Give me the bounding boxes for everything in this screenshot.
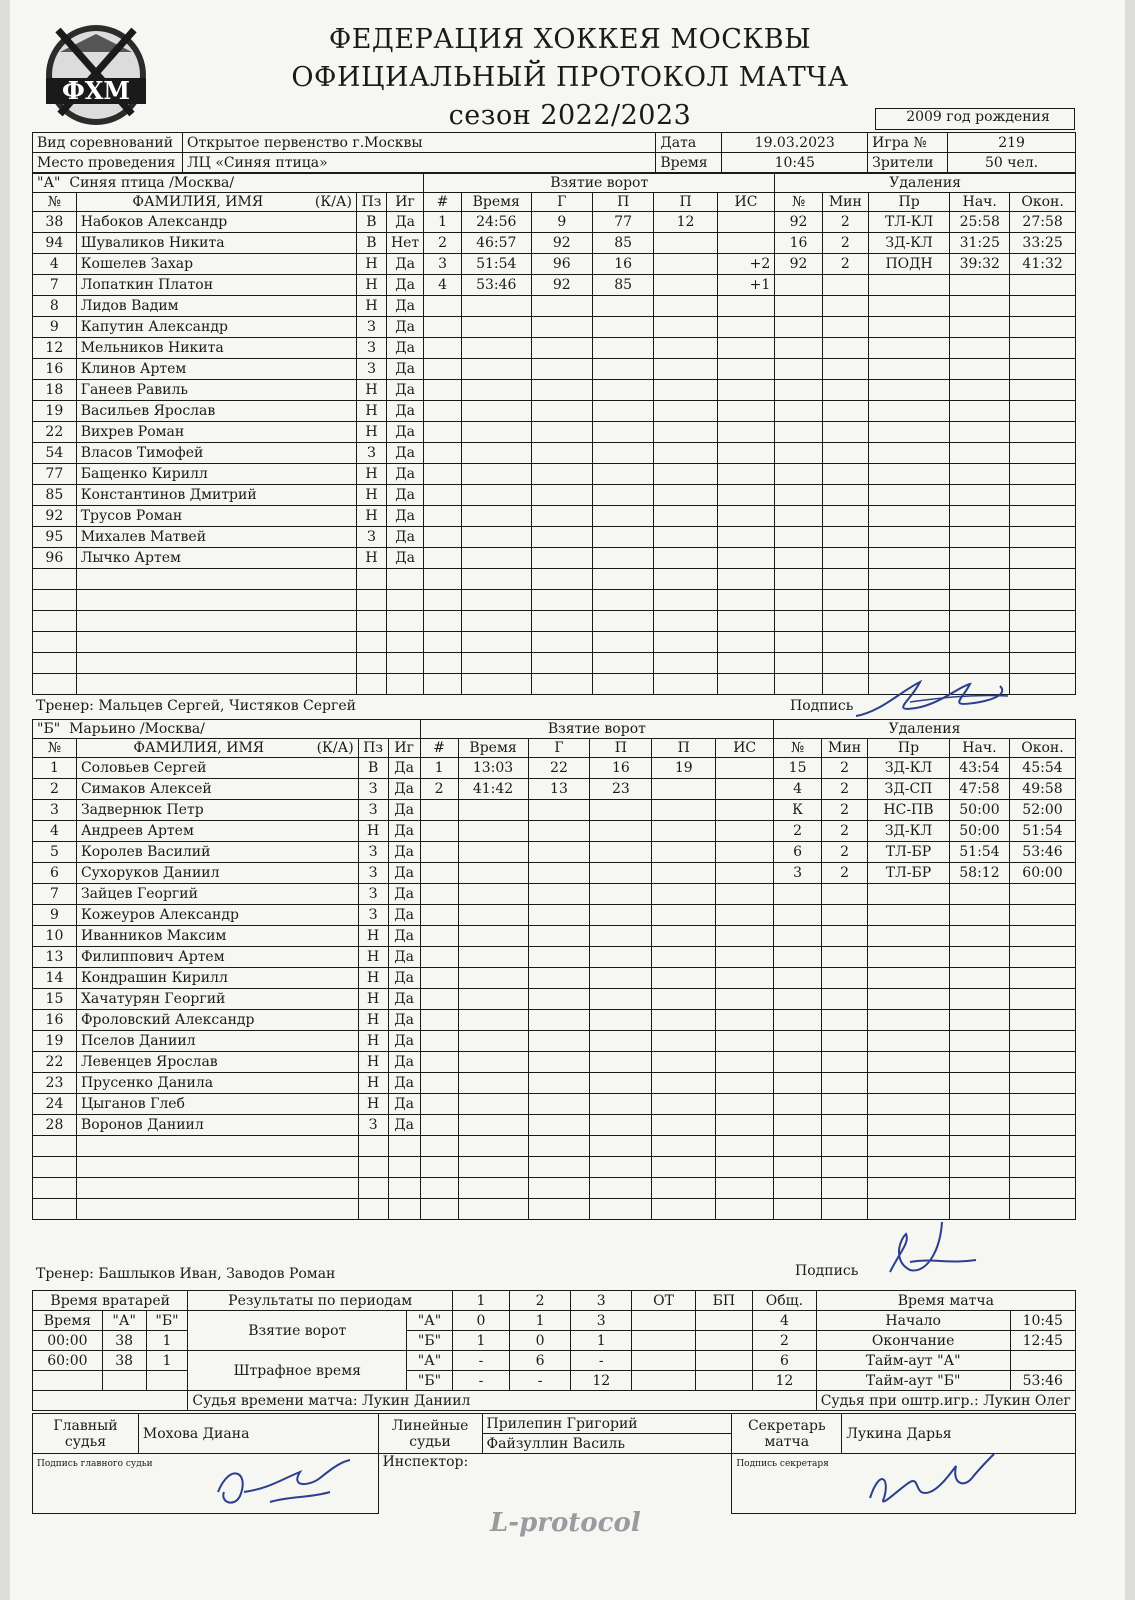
table-row: 28 Воронов Даниил З Да bbox=[33, 1115, 1076, 1136]
table-row: 77 Бащенко Кирилл Н Да bbox=[33, 464, 1076, 485]
timeout-b-time: 53:46 bbox=[1010, 1371, 1075, 1391]
main-judge-signature bbox=[210, 1452, 360, 1512]
main-judge-name: Мохова Диана bbox=[138, 1414, 378, 1454]
table-row: 85 Константинов Дмитрий Н Да bbox=[33, 485, 1076, 506]
date-value: 19.03.2023 bbox=[722, 133, 868, 153]
season-title: сезон 2022/2023 bbox=[448, 100, 692, 131]
table-row: 3 Задвернюк Петр З Да К 2 НС-ПВ 50:00 52:00 bbox=[33, 800, 1076, 821]
team-b-table: "Б" Марьино /Москва/ Взятие ворот Удаления № ФАМИЛИЯ, ИМЯ (К/А) Пз Иг # Время Г П П ИС № Мин Пр Нач. Окон. 1 Соловьев Сергей В Да 1 13:03 22 16 19 15 2 ЗД-КЛ 43:54 45:54 2 Симаков Алексей З Да 2 41:42 13 23 4 2 ЗД-СП 47:58 49:58 3 Задвернюк Петр З Да К 2 НС-ПВ 50:00 52:00 4 Андреев Артем Н Да 2 2 ЗД-КЛ 50:00 51:54 5 Королев Василий З Да 6 2 ТЛ-БР 51:54 53:46 6 Сухоруков Даниил З Да 3 2 ТЛ-БР 58:12 60:00 7 Зайцев Георгий З Да 9 Кожеуров Александр З Да 10 Иванников Максим Н Да 13 Филиппович Артем Н Да 14 Кондрашин Кирилл Н Да 15 Хачатурян Георгий Н Да 16 Фроловский Александр Н Да 19 Пселов Даниил Н Да 22 Левенцев Ярослав Н Да 23 Прусенко Данила Н Да 24 Цыганов Глеб Н Да 28 Воронов Даниил З Да bbox=[32, 719, 1076, 1220]
table-row: 12 Мельников Никита З Да bbox=[33, 338, 1076, 359]
table-row bbox=[33, 590, 1076, 611]
table-row: 5 Королев Василий З Да 6 2 ТЛ-БР 51:54 53:46 bbox=[33, 842, 1076, 863]
table-row bbox=[33, 632, 1076, 653]
secretary-label: Секретарь матча bbox=[732, 1414, 842, 1454]
time-value: 10:45 bbox=[722, 153, 868, 173]
table-row: 4 Андреев Артем Н Да 2 2 ЗД-КЛ 50:00 51:54 bbox=[33, 821, 1076, 842]
federation-title: ФЕДЕРАЦИЯ ХОККЕЯ МОСКВЫ bbox=[328, 24, 812, 55]
team-b-coach: Тренер: Башлыков Иван, Заводов Роман bbox=[36, 1266, 336, 1282]
team-b-sign-label: Подпись bbox=[795, 1263, 859, 1279]
time-judge: Судья времени матча: Лукин Даниил bbox=[188, 1391, 816, 1411]
summary-table: Время вратарей Результаты по периодам 1 2 3 ОТ БП Общ. Время матча Время "А" "Б" Взятие ворот "А" 0 1 3 4 Начало 10:45 00:00 38 1 "Б" 1 0 1 2 Окончание 12:45 60:00 38 1 Штрафное время "А" - 6 - 6 Тайм-аут "А" "Б" - - 12 12 Тайм-аут "Б" 53:46 Судья времени матча: Лукин Даниил Судья при оштр.игр.: Лукин Олег bbox=[32, 1290, 1076, 1411]
table-row bbox=[33, 653, 1076, 674]
table-row: 6 Сухоруков Даниил З Да 3 2 ТЛ-БР 58:12 60:00 bbox=[33, 863, 1076, 884]
table-row bbox=[33, 1136, 1076, 1157]
table-row bbox=[33, 1157, 1076, 1178]
table-row: 14 Кондрашин Кирилл Н Да bbox=[33, 968, 1076, 989]
table-row: 92 Трусов Роман Н Да bbox=[33, 506, 1076, 527]
table-row bbox=[33, 569, 1076, 590]
match-end: 12:45 bbox=[1010, 1331, 1075, 1351]
birth-year: 2009 год рождения bbox=[875, 108, 1075, 130]
table-row: 9 Капутин Александр З Да bbox=[33, 317, 1076, 338]
protocol-title: ОФИЦИАЛЬНЫЙ ПРОТОКОЛ МАТЧА bbox=[291, 62, 849, 93]
table-row: 22 Вихрев Роман Н Да bbox=[33, 422, 1076, 443]
table-row: 9 Кожеуров Александр З Да bbox=[33, 905, 1076, 926]
linesman-1: Прилепин Григорий bbox=[482, 1414, 732, 1434]
table-row: 4 Кошелев Захар Н Да 3 51:54 96 16 +2 92 2 ПОДН 39:32 41:32 bbox=[33, 254, 1076, 275]
protocol-sheet bbox=[10, 0, 1125, 1600]
team-a-name-cell: "А" Синяя птица /Москва/ bbox=[33, 174, 424, 193]
match-start: 10:45 bbox=[1010, 1311, 1075, 1331]
secretary-sign-label: Подпись секретаря bbox=[736, 1459, 829, 1469]
game-number: 219 bbox=[948, 133, 1076, 153]
table-row: 13 Филиппович Артем Н Да bbox=[33, 947, 1076, 968]
table-row: 15 Хачатурян Георгий Н Да bbox=[33, 989, 1076, 1010]
team-b-signature bbox=[880, 1212, 980, 1284]
table-row: 95 Михалев Матвей З Да bbox=[33, 527, 1076, 548]
table-row bbox=[33, 611, 1076, 632]
main-judge-label: Главный судья bbox=[33, 1414, 139, 1454]
table-row: 16 Клинов Артем З Да bbox=[33, 359, 1076, 380]
secretary-name: Лукина Дарья bbox=[842, 1414, 1076, 1454]
venue-value: ЛЦ «Синяя птица» bbox=[182, 153, 655, 173]
table-row: 96 Лычко Артем Н Да bbox=[33, 548, 1076, 569]
table-row: 19 Пселов Даниил Н Да bbox=[33, 1031, 1076, 1052]
team-a-table: "А" Синяя птица /Москва/ Взятие ворот Удаления № ФАМИЛИЯ, ИМЯ (К/А) Пз Иг # Время Г П П ИС № Мин Пр Нач. Окон. 38 Набоков Александр В Да 1 24:56 9 77 12 92 2 ТЛ-КЛ 25:58 27:58 94 Шуваликов Никита В Нет 2 46:57 92 85 16 2 ЗД-КЛ 31:25 33:25 4 Кошелев Захар Н Да 3 51:54 96 16 +2 92 2 ПОДН 39:32 41:32 7 Лопаткин Платон Н Да 4 53:46 92 85 +1 8 Лидов Вадим Н Да 9 Капутин Александр З Да 12 Мельников Никита З Да 16 Клинов Артем З Да 18 Ганеев Равиль Н Да 19 Васильев Ярослав Н Да 22 Вихрев Роман Н Да 54 Власов Тимофей З Да 77 Бащенко Кирилл Н Да 85 Константинов Дмитрий Н Да 92 Трусов Роман Н Да 95 Михалев Матвей З Да 96 Лычко Артем Н Да bbox=[32, 173, 1076, 695]
table-row: 16 Фроловский Александр Н Да bbox=[33, 1010, 1076, 1031]
linesman-2: Файзуллин Василь bbox=[482, 1434, 732, 1454]
spectators-value: 50 чел. bbox=[948, 153, 1076, 173]
table-row: 38 Набоков Александр В Да 1 24:56 9 77 12 92 2 ТЛ-КЛ 25:58 27:58 bbox=[33, 212, 1076, 233]
table-row: 94 Шуваликов Никита В Нет 2 46:57 92 85 16 2 ЗД-КЛ 31:25 33:25 bbox=[33, 233, 1076, 254]
linesmen-label: Линейные судьи bbox=[378, 1414, 482, 1454]
main-judge-sign-label: Подпись главного судьи bbox=[37, 1459, 153, 1469]
team-b-name-cell: "Б" Марьино /Москва/ bbox=[33, 720, 421, 739]
penalty-judge: Судья при оштр.игр.: Лукин Олег bbox=[816, 1391, 1075, 1411]
team-a-sign-label: Подпись bbox=[790, 698, 854, 714]
table-row: 1 Соловьев Сергей В Да 1 13:03 22 16 19 15 2 ЗД-КЛ 43:54 45:54 bbox=[33, 758, 1076, 779]
fhm-logo-icon bbox=[40, 22, 152, 128]
inspector-label: Инспектор: bbox=[382, 1454, 469, 1470]
table-row: 22 Левенцев Ярослав Н Да bbox=[33, 1052, 1076, 1073]
table-row: 7 Зайцев Георгий З Да bbox=[33, 884, 1076, 905]
table-row: 19 Васильев Ярослав Н Да bbox=[33, 401, 1076, 422]
table-row: 2 Симаков Алексей З Да 2 41:42 13 23 4 2 ЗД-СП 47:58 49:58 bbox=[33, 779, 1076, 800]
table-row: 24 Цыганов Глеб Н Да bbox=[33, 1094, 1076, 1115]
l-protocol-brand: L-protocol bbox=[490, 1508, 641, 1538]
svg-text:ФХМ: ФХМ bbox=[62, 76, 130, 105]
secretary-signature bbox=[860, 1448, 1000, 1514]
competition-value: Открытое первенство г.Москвы bbox=[182, 133, 655, 153]
team-a-signature bbox=[850, 672, 1010, 722]
table-row bbox=[33, 1178, 1076, 1199]
table-row: 10 Иванников Максим Н Да bbox=[33, 926, 1076, 947]
table-row: 54 Власов Тимофей З Да bbox=[33, 443, 1076, 464]
table-row: 7 Лопаткин Платон Н Да 4 53:46 92 85 +1 bbox=[33, 275, 1076, 296]
table-row: 8 Лидов Вадим Н Да bbox=[33, 296, 1076, 317]
table-row: 18 Ганеев Равиль Н Да bbox=[33, 380, 1076, 401]
match-info-table: Вид соревнований Открытое первенство г.Москвы Дата 19.03.2023 Игра № 219 Место проведения ЛЦ «Синяя птица» Время 10:45 Зрители 50 чел. bbox=[32, 132, 1076, 173]
table-row: 23 Прусенко Данила Н Да bbox=[33, 1073, 1076, 1094]
team-a-coach: Тренер: Мальцев Сергей, Чистяков Сергей bbox=[36, 698, 356, 714]
